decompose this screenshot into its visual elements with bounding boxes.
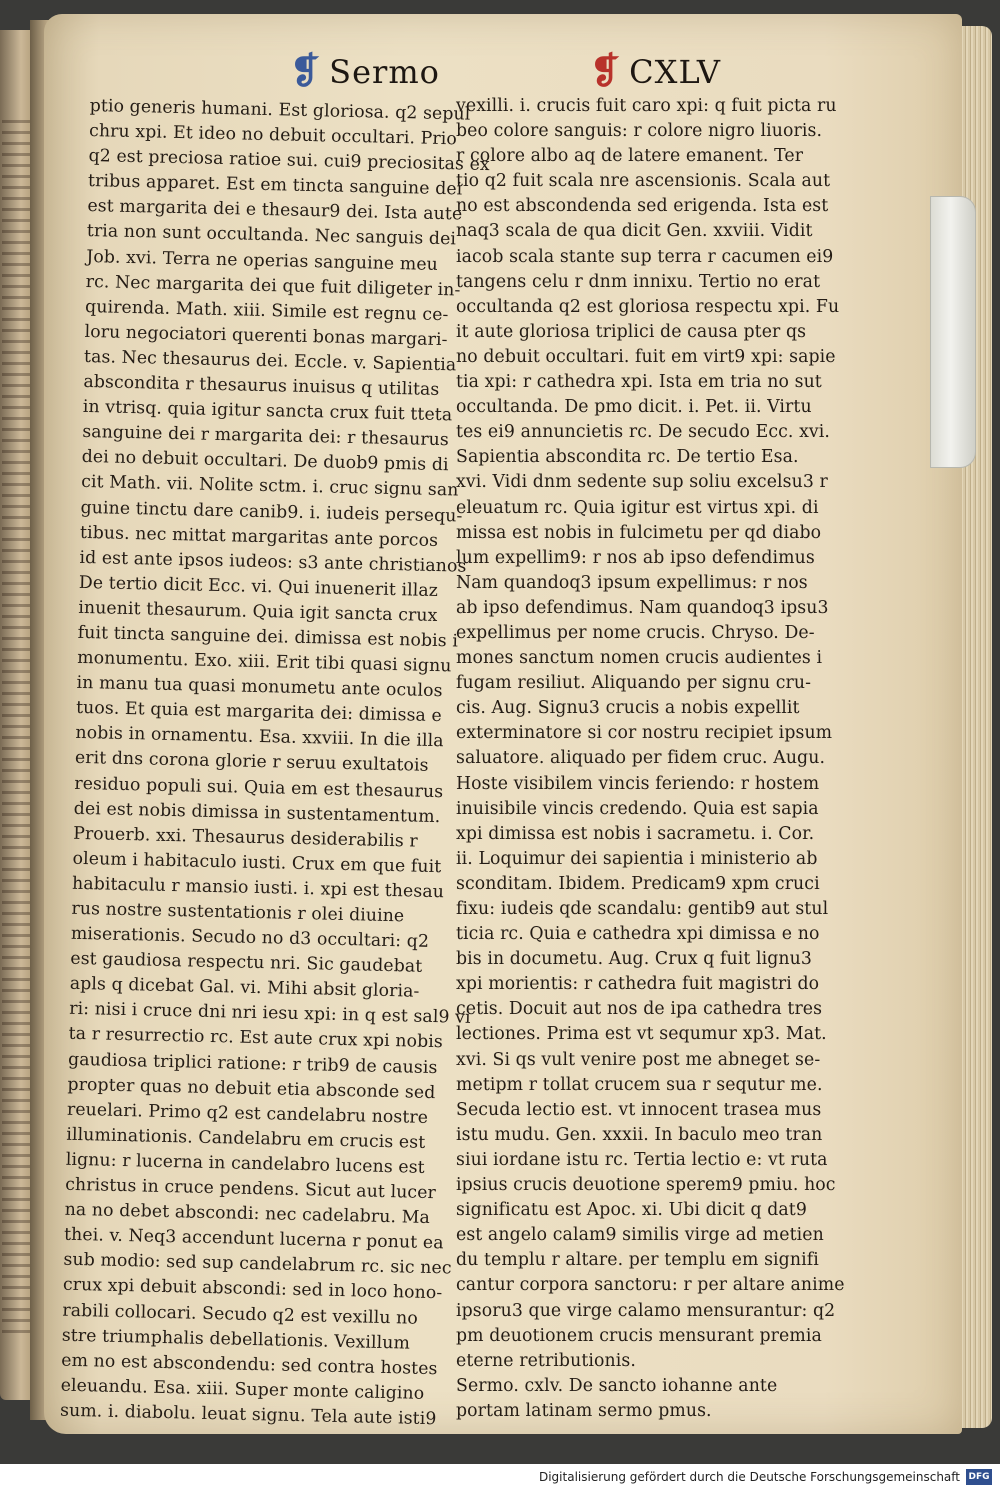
text-line: rus nostre sustentationis r olei diuine — [71, 898, 405, 927]
text-line: istu mudu. Gen. xxxii. In baculo meo tran — [456, 1124, 823, 1145]
text-line: xpi morientis: r cathedra fuit magistri do — [456, 974, 820, 995]
text-line: De tertio dicit Ecc. vi. Qui inuenerit illaz — [78, 572, 439, 601]
text-line: tria non sunt occultanda. Nec sanguis dei — [86, 221, 457, 250]
text-line: quirenda. Math. xiii. Simile est regnu ce- — [84, 296, 449, 325]
text-line: rc. Nec margarita dei que fuit diligeter in- — [85, 271, 461, 301]
text-line: est gaudiosa respectu nri. Sic gaudebat — [70, 948, 423, 977]
text-line: tio q2 fuit scala nre ascensionis. Scala aut — [456, 171, 831, 192]
text-line: lum expellim9: r nos ab ipso defendimus — [456, 547, 815, 568]
text-line: naq3 scala de qua dicit Gen. xxviii. Vidit — [456, 221, 813, 242]
text-line: tangens celu r dnm innixu. Tertio no erat — [456, 271, 821, 292]
text-line: xpi dimissa est nobis i sacrametu. i. Cor. — [456, 823, 815, 844]
text-line: na no debet abscondi: nec cadelabru. Ma — [64, 1199, 431, 1229]
text-line: q2 est preciosa ratioe sui. cui9 preciositas ex — [88, 146, 490, 176]
text-line: est angelo calam9 similis virge ad metien — [456, 1225, 824, 1246]
text-line: rabili collocari. Secudo q2 est vexillu no — [62, 1300, 419, 1329]
text-line: chru xpi. Et ideo no debuit occultari. Prio — [88, 121, 458, 150]
text-line: no debuit occultari. fuit em virt9 xpi: sapie — [456, 346, 836, 367]
text-line: portam latinam sermo pmus. — [456, 1400, 712, 1421]
text-line: pm deuotionem crucis mensurant premia — [456, 1325, 822, 1346]
text-line: xvi. Vidi dnm sedente sup soliu excelsu3 r — [456, 472, 828, 493]
text-line: oleum i habitaculo iusti. Crux em que fuit — [72, 848, 442, 877]
text-line: inuenit thesaurum. Quia igit sancta crux — [78, 597, 438, 626]
text-line: sum. i. diabolu. leuat signu. Tela aute isti9 — [59, 1400, 437, 1430]
folio-number: CXLV — [629, 53, 721, 91]
text-line: tibus. nec mittat margaritas ante porcos — [79, 522, 439, 551]
text-line: vexilli. i. crucis fuit caro xpi: q fuit picta ru — [456, 96, 837, 116]
text-line: cantur corpora sanctoru: r per altare anime — [456, 1275, 845, 1296]
text-line: occultanda. De pmo dicit. i. Pet. ii. Virtu — [456, 397, 812, 418]
facing-page-text-fragment — [2, 120, 32, 1340]
text-line: Sermo. cxlv. De sancto iohanne ante — [456, 1375, 778, 1396]
funding-credit: Digitalisierung gefördert durch die Deutsche Forschungsgemeinschaft — [538, 1470, 960, 1484]
text-line: ab ipso defendimus. Nam quandoq3 ipsu3 — [456, 597, 829, 618]
text-line: habitaculu r mansio iusti. i. xpi est thesau — [71, 873, 445, 903]
text-line: xvi. Si qs vult venire post me abneget se- — [456, 1049, 821, 1070]
text-line: saluatore. aliquado per fidem cruc. Augu. — [456, 748, 826, 769]
text-line: erit dns corona glorie r seruu exultatois — [74, 748, 429, 777]
text-line: ipsoru3 que virge calamo mensurantur: q2 — [456, 1300, 836, 1321]
text-line: Job. xvi. Terra ne operias sanguine meu — [86, 246, 439, 275]
text-line: mones sanctum nomen crucis audientes i — [456, 648, 823, 669]
text-line: ta r resurrectio rc. Est aute crux xpi nobis — [68, 1024, 444, 1053]
text-line: dei no debuit occultari. De duob9 pmis di — [81, 447, 449, 476]
text-line: fuit tincta sanguine dei. dimissa est nobis i — [77, 622, 459, 652]
text-line: Sapientia abscondita rc. De tertio Esa. — [456, 447, 799, 468]
text-line: reuelari. Primo q2 est candelabru nostre — [66, 1099, 429, 1128]
text-line: em no est abscondendu: sed contra hostes — [61, 1350, 438, 1379]
dfg-logo: DFG — [966, 1469, 992, 1485]
text-line: stre triumphalis debellationis. Vexillum — [61, 1325, 411, 1354]
text-line: propter quas no debuit etia absconde sed — [67, 1074, 436, 1103]
text-line: tas. Nec thesaurus dei. Eccle. v. Sapientia — [83, 346, 457, 376]
text-line: lectiones. Prima est vt sequmur xp3. Mat. — [456, 1024, 827, 1045]
paragraph-mark-icon: ❡ — [590, 50, 622, 92]
text-column-right — [456, 94, 845, 1424]
text-line: cis. Aug. Signu3 crucis a nobis expellit — [456, 698, 800, 719]
text-line: exterminatore si cor nostru recipiet ipsum — [456, 723, 833, 744]
text-line: est margarita dei e thesaur9 dei. Ista aute — [87, 196, 463, 225]
text-line: tuos. Et quia est margarita dei: dimissa e — [75, 698, 443, 727]
text-line: sanguine dei r margarita dei: r thesaurus — [82, 422, 450, 451]
text-line: ticia rc. Quia e cathedra xpi dimissa e no — [456, 924, 820, 945]
text-line: siui iordane istu rc. Tertia lectio e: vt ruta — [456, 1149, 828, 1170]
text-line: crux xpi debuit abscondi: sed in loco hono- — [62, 1275, 443, 1304]
bookmark-tab — [930, 196, 976, 468]
text-line: id est ante ipsos iudeos: s3 ante christianos — [79, 547, 467, 577]
text-line: nobis in ornamentu. Esa. xxviii. In die illa — [75, 723, 444, 752]
footer-bar — [0, 1464, 1000, 1492]
text-line: christus in cruce pendens. Sicut aut lucer — [65, 1174, 437, 1204]
text-line: ii. Loquimur dei sapientia i ministerio ab — [456, 848, 818, 869]
text-line: gaudiosa triplici ratione: r trib9 de causis — [67, 1049, 438, 1078]
text-line: apls q dicebat Gal. vi. Mihi absit gloria- — [69, 974, 420, 1002]
header-title: Sermo — [329, 53, 440, 91]
text-line: tia xpi: r cathedra xpi. Ista em tria no sut — [456, 372, 822, 393]
text-line: inuisibile vincis credendo. Quia est sapia — [456, 798, 819, 819]
text-line: bis in documetu. Aug. Crux q fuit lignu3 — [456, 949, 812, 970]
text-column-left — [59, 94, 490, 1432]
text-line: Secuda lectio est. vt innocent trasea mus — [456, 1099, 822, 1120]
text-line: r colore albo aq de latere emanent. Ter — [456, 146, 804, 167]
text-line: sconditam. Ibidem. Predicam9 xpm cruci — [456, 873, 820, 894]
text-line: metipm r tollat crucem sua r sequtur me. — [456, 1074, 823, 1095]
text-line: monumentu. Exo. xiii. Erit tibi quasi signu — [76, 647, 452, 677]
text-line: ipsius crucis deuotione sperem9 pmiu. hoc — [456, 1175, 836, 1196]
text-line: Nam quandoq3 ipsum expellimus: r nos — [456, 572, 808, 593]
text-line: in vtrisq. quia igitur sancta crux fuit tteta — [82, 397, 453, 426]
text-line: miserationis. Secudo no d3 occultari: q2 — [70, 923, 430, 953]
text-line: eleuatum rc. Quia igitur est virtus xpi. di — [456, 497, 819, 518]
text-line: cetis. Docuit aut nos de ipa cathedra tres — [456, 999, 823, 1020]
text-line: residuo populi sui. Quia em est thesaurus — [74, 773, 444, 802]
text-line: eterne retributionis. — [456, 1350, 636, 1371]
text-line: loru negociatori querenti bonas margari- — [84, 321, 448, 351]
text-line: guine tinctu dare canib9. i. iudeis persequ- — [80, 497, 463, 527]
text-line: du templu r altare. per templu em signifi — [456, 1250, 819, 1271]
text-line: Prouerb. xxi. Thesaurus desiderabilis r — [72, 823, 418, 852]
text-line: significatu est Apoc. xi. Ubi dicit q dat9 — [456, 1200, 807, 1221]
text-line: tes ei9 annuncietis rc. De secudo Ecc. xvi. — [456, 422, 831, 443]
text-line: expellimus per nome crucis. Chryso. De- — [456, 622, 815, 643]
text-line: dei est nobis dimissa in sustentamentum. — [73, 798, 441, 827]
text-line: eleuandu. Esa. xiii. Super monte caligino — [60, 1375, 425, 1404]
running-header-right — [590, 50, 721, 92]
text-line: Hoste visibilem vincis feriendo: r hostem — [456, 773, 820, 794]
text-line: ptio generis humani. Est gloriosa. q2 sepul — [89, 95, 471, 125]
text-line: abscondita r thesaurus inuisus q utilitas — [83, 371, 440, 401]
text-line: fixu: iudeis qde scandalu: gentib9 aut stul — [456, 899, 829, 919]
paragraph-mark-icon: ❡ — [290, 50, 322, 92]
text-line: tribus apparet. Est em tincta sanguine dei — [87, 171, 463, 200]
text-line: lignu: r lucerna in candelabro lucens est — [65, 1149, 425, 1178]
text-line: it aute gloriosa triplici de causa pter qs — [456, 321, 807, 342]
text-line: sub modio: sed sup candelabrum rc. sic nec — [63, 1250, 452, 1279]
text-line: missa est nobis in fulcimetu per qd diabo — [456, 522, 822, 543]
text-line: thei. v. Neq3 accendunt lucerna r ponut ea — [63, 1224, 444, 1254]
text-line: cit Math. vii. Nolite sctm. i. cruc signu san — [80, 472, 459, 501]
text-line: no est abscondenda sed erigenda. Ista est — [456, 196, 829, 217]
text-line: occultanda q2 est gloriosa respectu xpi. Fu — [456, 296, 840, 317]
text-line: ri: nisi i cruce dni nri iesu xpi: in q est sal9 vi — [69, 999, 471, 1029]
running-header-left — [290, 50, 440, 92]
text-line: beo colore sanguis: r colore nigro liuoris. — [456, 121, 823, 142]
text-line: fugam resiliut. Aliquando per signu cru- — [456, 673, 812, 694]
text-line: in manu tua quasi monumetu ante oculos — [76, 673, 443, 702]
text-line: illuminationis. Candelabru em crucis est — [66, 1124, 426, 1153]
text-line: iacob scala stante sup terra r cacumen ei9 — [456, 246, 834, 267]
